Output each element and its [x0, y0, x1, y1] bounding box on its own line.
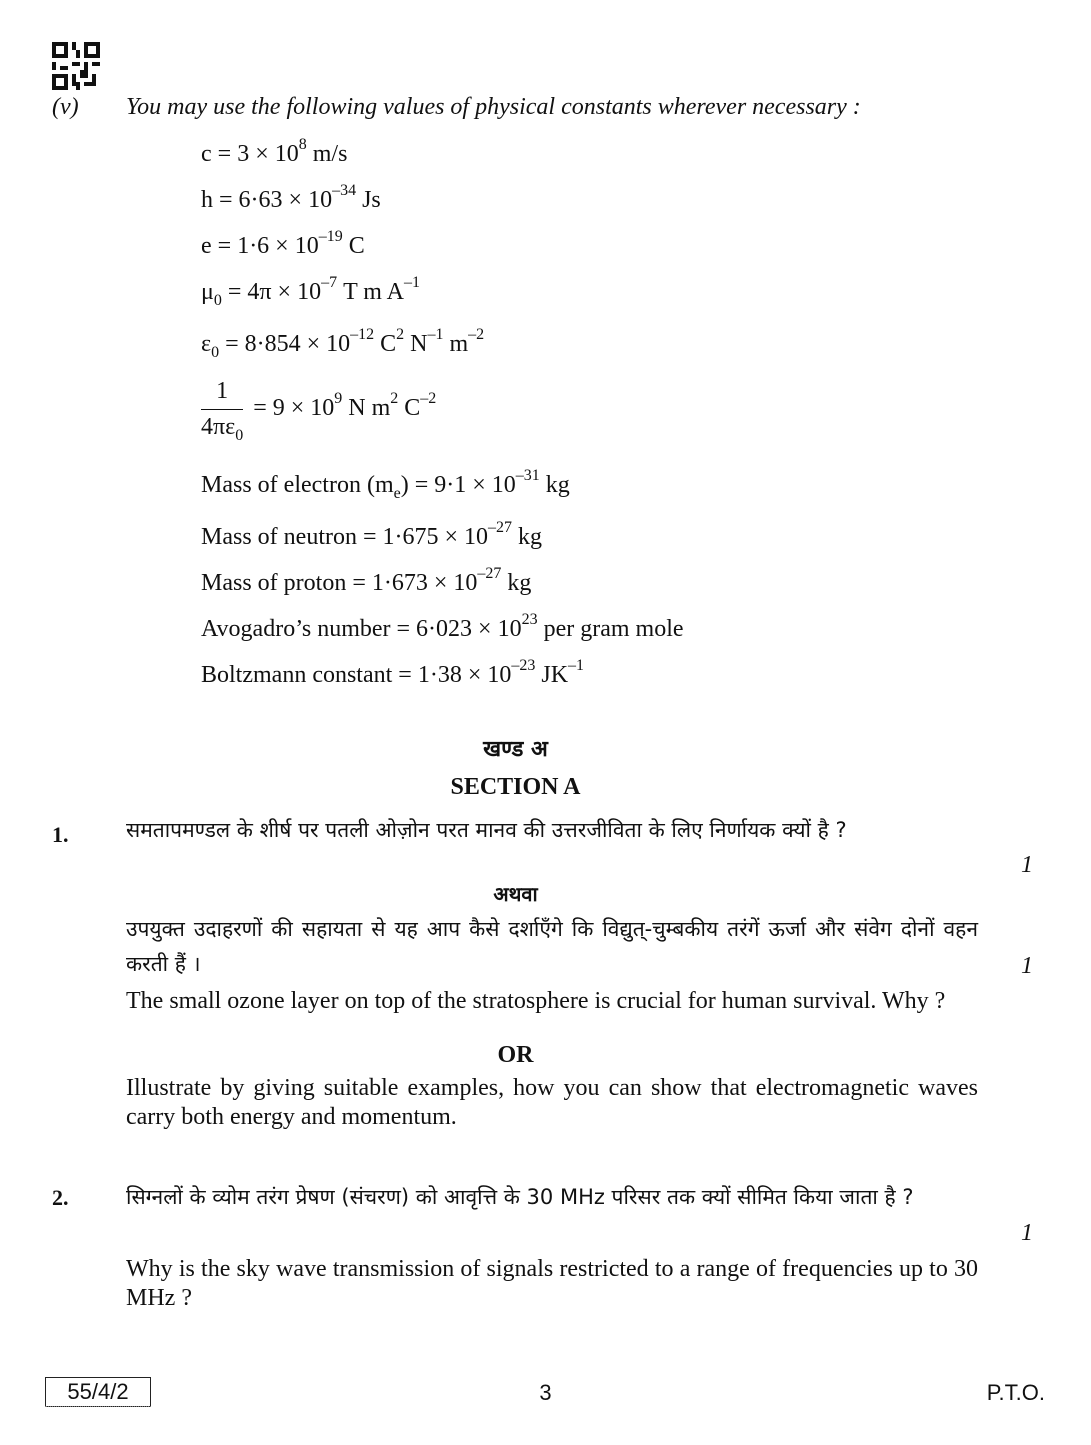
q1-or-hindi: अथवा	[493, 882, 538, 906]
q1-english-alt-text: Illustrate by giving suitable examples, how you can show that electromagnetic waves carry both energy and momentum.	[126, 1075, 978, 1130]
paper-code-underline	[45, 1406, 151, 1411]
q2-english-text: Why is the sky wave transmission of signals restricted to a range of frequencies up to 30 MHz ?	[126, 1256, 978, 1311]
question-number: 1.	[52, 822, 69, 847]
fraction	[201, 378, 244, 444]
constant-boltzmann: Boltzmann constant = $1\cdot 38 \times 10^{-23}$ $JK^{-1}$	[201, 657, 585, 688]
constant-h: $h = 6\cdot 63 \times 10^{-34}$ Js	[201, 182, 381, 213]
section-heading-english: SECTION A	[450, 774, 581, 800]
constant-e: $e = 1\cdot 6 \times 10^{-19}$ C	[201, 228, 365, 259]
q1-marks-hindi-alt: 1	[1021, 953, 1033, 979]
constant-coulomb: $\frac{1}{4\pi\varepsilon_0}$ = $9 \times 10^9$ N $m^2$ $C^{-2}$	[201, 378, 437, 444]
question-number: 2.	[52, 1185, 69, 1210]
constant-electron-mass: Mass of electron $(m_e) = 9\cdot 1 \times 10^{-31}$ kg	[201, 467, 570, 502]
pto-label: P.T.O.	[986, 1380, 1045, 1405]
fraction-denominator: $4\pi\varepsilon_0$	[201, 414, 244, 444]
paper-code: 55/4/2	[45, 1377, 151, 1407]
section-heading-hindi: खण्ड अ	[483, 737, 548, 762]
q1-or-english: OR	[497, 1042, 534, 1068]
constant-c: $c = 3 \times 10^8$ m/s	[201, 136, 348, 167]
q2-marks: 1	[1021, 1220, 1033, 1246]
constant-avogadro: Avogadro’s number = $6\cdot 023 \times 10^{23}$ per gram mole	[201, 611, 684, 642]
q1-hindi-text: समतापमण्डल के शीर्ष पर पतली ओज़ोन परत मानव की उत्तरजीविता के लिए निर्णायक क्यों है ?	[126, 818, 847, 842]
constant-mu0: $\mu_0 = 4\pi \times 10^{-7}$ T m $A^{-1}$	[201, 274, 420, 309]
page-number: 3	[539, 1380, 552, 1405]
constant-eps0: $\varepsilon_0 = 8\cdot 854 \times 10^{-12}$ $C^2$ $N^{-1}$ $m^{-2}$	[201, 326, 485, 361]
q2-hindi-text: सिग्नलों के व्योम तरंग प्रेषण (संचरण) को आवृत्ति के 30 MHz परिसर तक क्यों सीमित किया जाता है ?	[126, 1185, 914, 1209]
constant-proton-mass: Mass of proton = $1\cdot 673 \times 10^{-27}$ kg	[201, 565, 532, 596]
qr-code	[52, 42, 100, 90]
q1-english-text: The small ozone layer on top of the stratosphere is crucial for human survival. Why ?	[126, 988, 946, 1014]
constant-neutron-mass: Mass of neutron = $1\cdot 675 \times 10^{-27}$ kg	[201, 519, 543, 550]
q1-hindi-alt-text: उपयुक्त उदाहरणों की सहायता से यह आप कैसे दर्शाएँगे कि विद्युत्-चुम्बकीय तरंगें ऊर्जा और संवेग दोनों वहन करती हैं ।	[126, 917, 978, 976]
q1-marks-hindi: 1	[1021, 852, 1033, 878]
fraction-numerator: 1	[201, 378, 243, 410]
instruction-label: (v)	[52, 94, 79, 120]
instruction-text: You may use the following values of physical constants wherever necessary :	[126, 94, 861, 120]
